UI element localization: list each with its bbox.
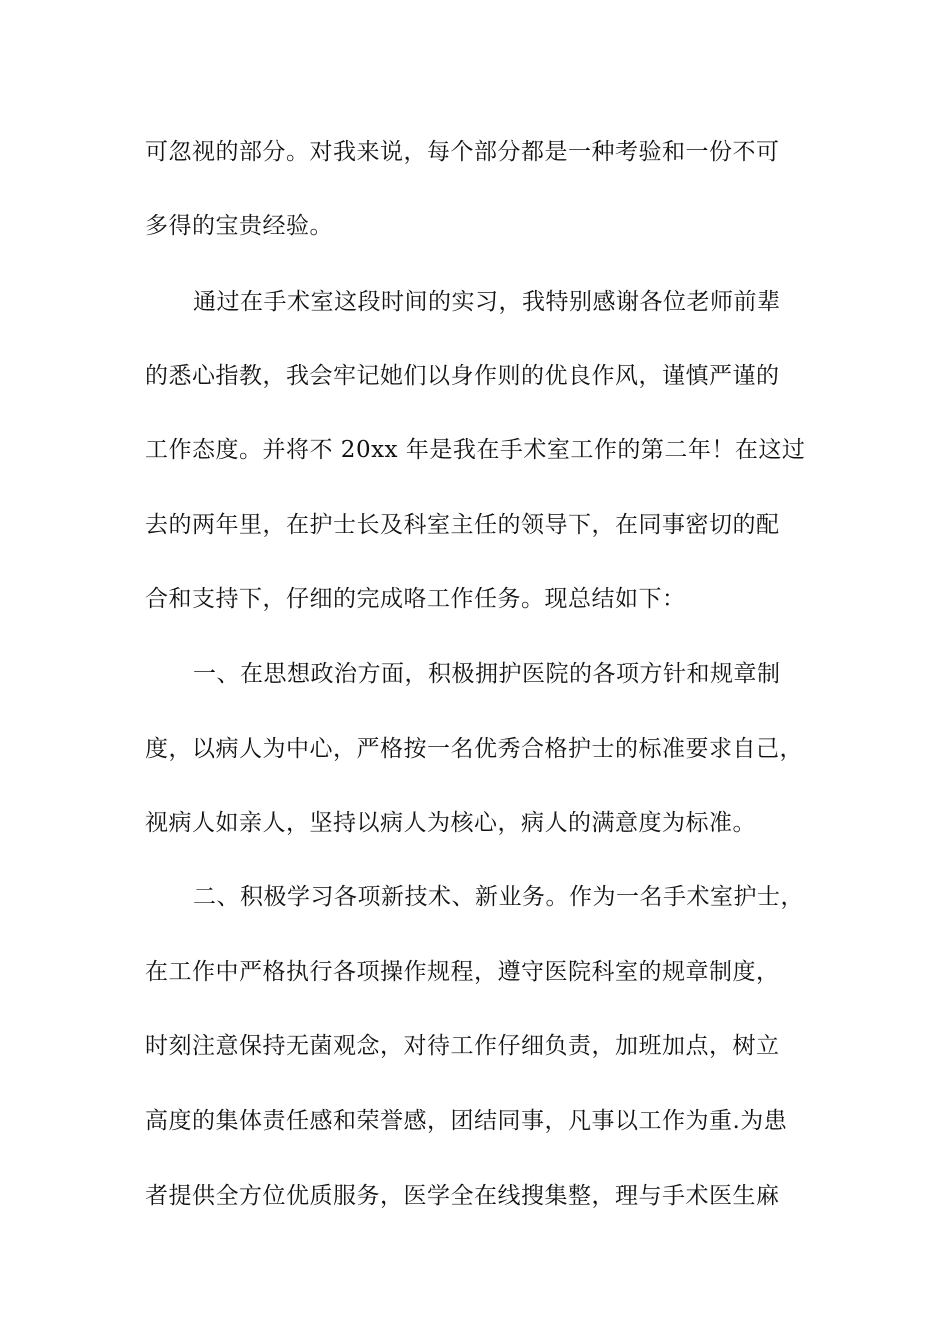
text-line: 去的两年里，在护士长及科室主任的领导下，在同事密切的配 bbox=[145, 512, 780, 538]
text-line: 度，以病人为中心，严格按一名优秀合格护士的标准要求自己， bbox=[145, 736, 803, 762]
text-line: 可忽视的部分。对我来说，每个部分都是一种考验和一份不可 bbox=[145, 139, 780, 165]
text-line: 多得的宝贵经验。 bbox=[145, 213, 333, 239]
text-line: 的悉心指教，我会牢记她们以身作则的优良作风，谨慎严谨的 bbox=[145, 363, 780, 389]
text-line: 在工作中严格执行各项操作规程，遵守医院科室的规章制度， bbox=[145, 959, 780, 985]
text-line: 工作态度。并将不 20xx 年是我在手术室工作的第二年！在这过 bbox=[145, 437, 806, 463]
text-line: 合和支持下，仔细的完成咯工作任务。现总结如下： bbox=[145, 586, 686, 612]
text-line: 高度的集体责任感和荣誉感，团结同事，凡事以工作为重.为患 bbox=[145, 1108, 788, 1134]
paragraph-start-line: 一、在思想政治方面，积极拥护医院的各项方针和规章制 bbox=[193, 661, 781, 687]
text-line: 时刻注意保持无菌观念，对待工作仔细负责，加班加点，树立 bbox=[145, 1033, 780, 1059]
text-line: 视病人如亲人，坚持以病人为核心，病人的满意度为标准。 bbox=[145, 810, 756, 836]
paragraph-start-line: 通过在手术室这段时间的实习，我特别感谢各位老师前辈 bbox=[193, 289, 781, 315]
paragraph-start-line: 二、积极学习各项新技术、新业务。作为一名手术室护士， bbox=[193, 884, 804, 910]
text-line: 者提供全方位优质服务，医学全在线搜集整，理与手术医生麻 bbox=[145, 1183, 780, 1209]
